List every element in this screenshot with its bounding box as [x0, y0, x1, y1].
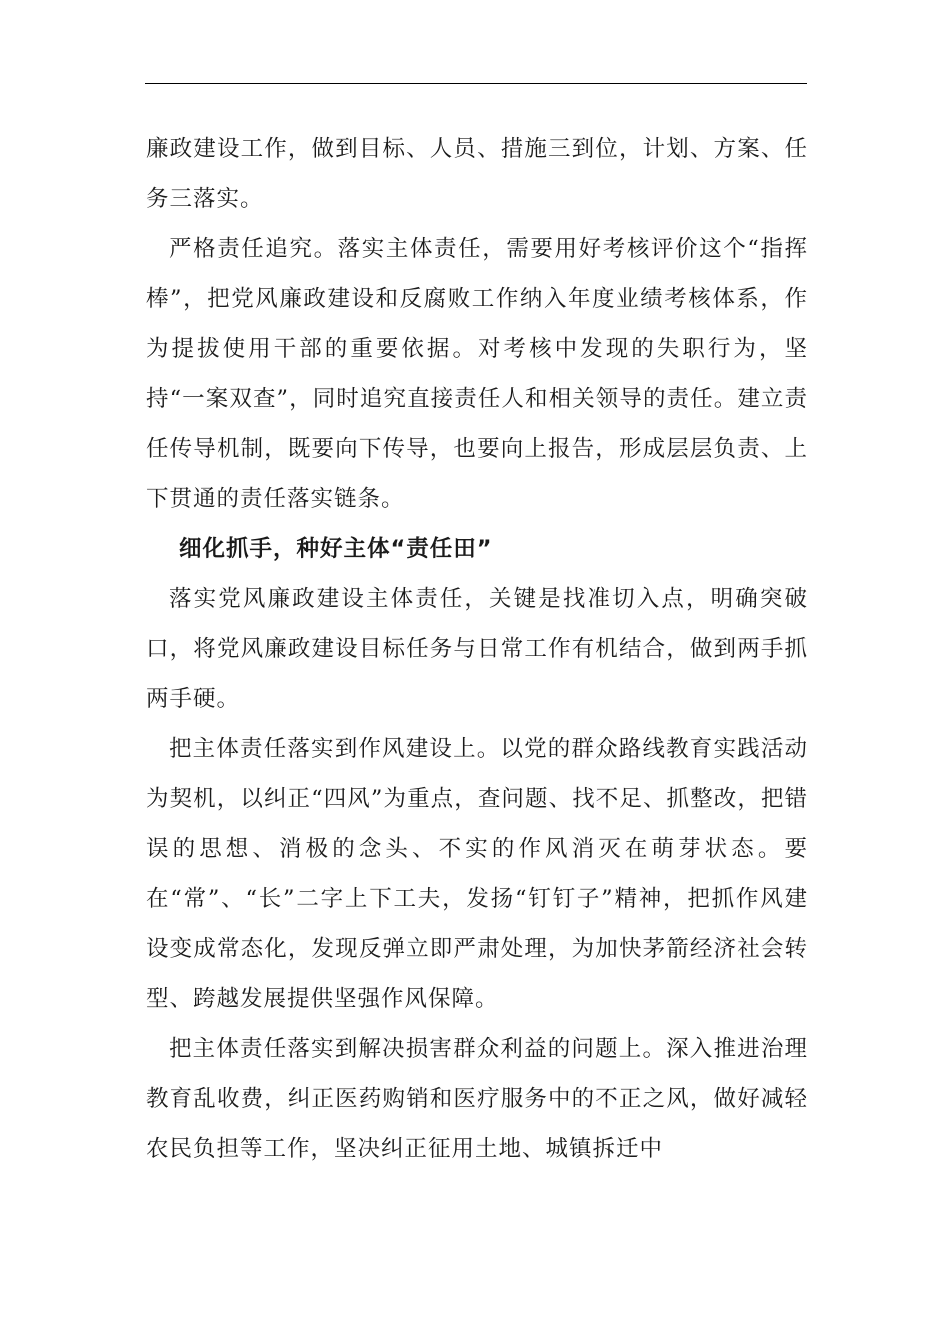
- paragraph-work-style: 把主体责任落实到作风建设上。以党的群众路线教育实践活动为契机，以纠正“四风”为重点，查问题、找不足、抓整改，把错误的思想、消极的念头、不实的作风消灭在萌芽状态。要在“常”、“长”二字上下工夫，发扬“钉钉子”精神，把抓作风建设变成常态化，发现反弹立即严肃处理，为加快茅箭经济社会转型、跨越发展提供坚强作风保障。: [146, 736, 808, 1012]
- paragraph-continuation: 廉政建设工作，做到目标、人员、措施三到位，计划、方案、任务三落实。: [146, 136, 808, 212]
- paragraph-key-entry-point: 落实党风廉政建设主体责任，关键是找准切入点，明确突破口，将党风廉政建设目标任务与日常工作有机结合，做到两手抓两手硬。: [146, 586, 808, 712]
- paragraph-public-interest: 把主体责任落实到解决损害群众利益的问题上。深入推进治理教育乱收费，纠正医药购销和医疗服务中的不正之风，做好减轻农民负担等工作，坚决纠正征用土地、城镇拆迁中: [146, 1036, 808, 1162]
- section-heading: 细化抓手，种好主体“责任田”: [179, 536, 493, 562]
- header-rule: [145, 83, 807, 84]
- document-body: [146, 124, 808, 1174]
- paragraph-strict-accountability: 严格责任追究。落实主体责任，需要用好考核评价这个“指挥棒”，把党风廉政建设和反腐败工作纳入年度业绩考核体系，作为提拔使用干部的重要依据。对考核中发现的失职行为，坚持“一案双查”，同时追究直接责任人和相关领导的责任。建立责任传导机制，既要向下传导，也要向上报告，形成层层负责、上下贯通的责任落实链条。: [146, 236, 808, 512]
